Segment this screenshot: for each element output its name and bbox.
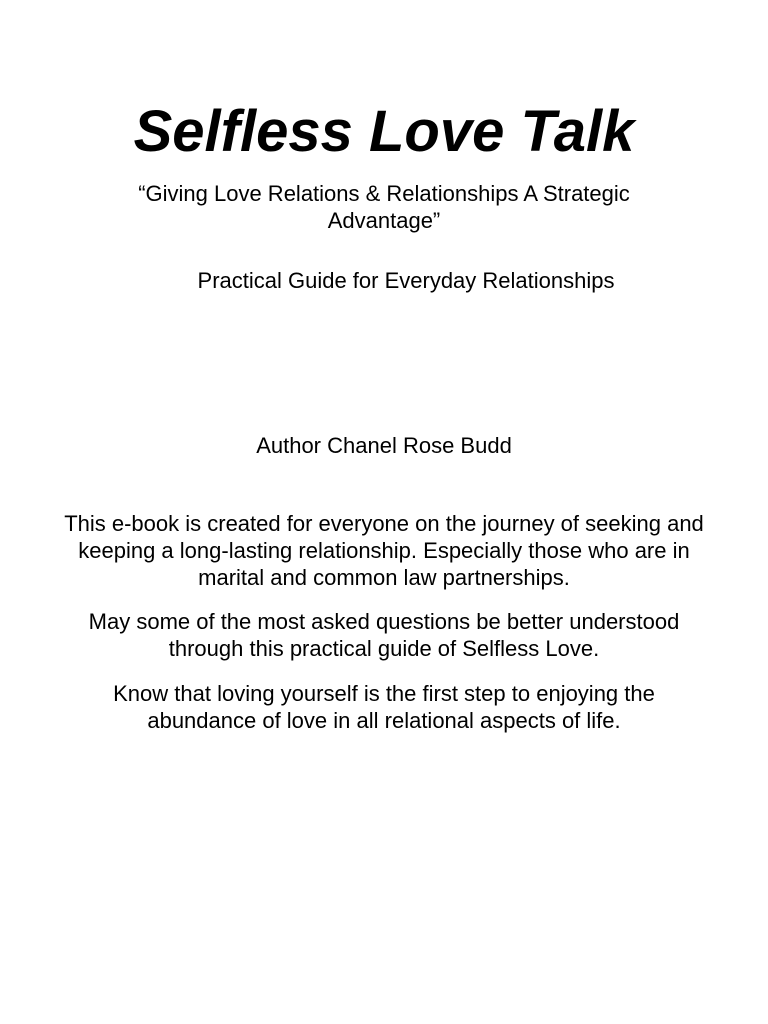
author-line: Author Chanel Rose Budd	[256, 433, 512, 458]
guide-line: Practical Guide for Everyday Relationships	[197, 268, 615, 293]
subtitle: “Giving Love Relations & Relationships A Strategic Advantage”	[138, 181, 630, 233]
self-love-paragraph: Know that loving yourself is the first step to enjoying the abundance of love in all relational aspects of life.	[113, 681, 655, 733]
questions-paragraph: May some of the most asked questions be better understood through this practical guide of Selfless Love.	[88, 609, 680, 661]
page-title: Selfless Love Talk	[133, 99, 635, 164]
intro-paragraph: This e-book is created for everyone on the journey of seeking and keeping a long-lasting relationship. Especially those who are in marital and common law partnerships.	[64, 511, 704, 590]
